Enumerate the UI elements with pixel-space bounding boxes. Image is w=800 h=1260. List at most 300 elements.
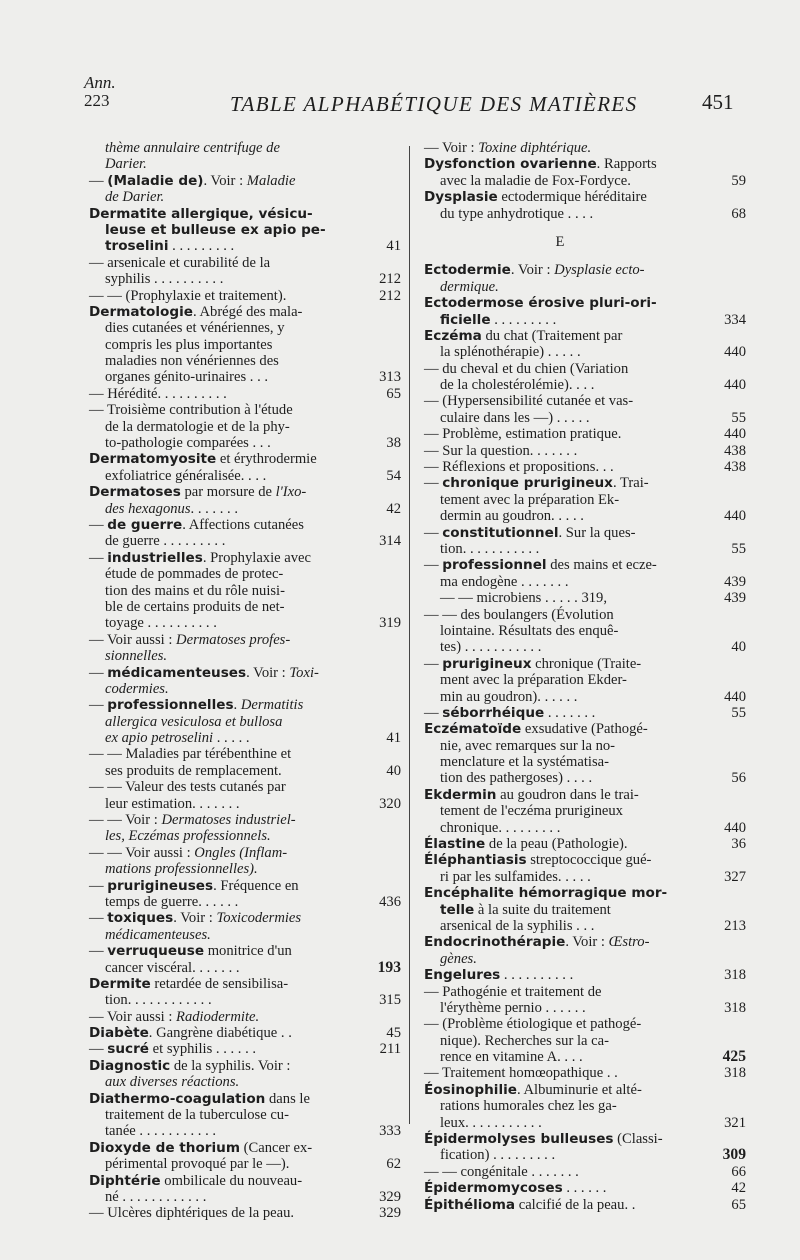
index-entry-line — [89, 992, 401, 1009]
index-entry-line — [424, 590, 746, 607]
entry-text: — (Maladie de). Voir : Maladie — [89, 172, 296, 189]
entry-text: — professionnelles. Dermatitis — [89, 697, 304, 714]
running-title: TABLE ALPHABÉTIQUE DES MATIÈRES — [230, 92, 638, 116]
index-entry-line — [89, 1009, 361, 1025]
entry-text: — prurigineux chronique (Traite- — [424, 655, 642, 672]
page-reference: 40 — [731, 639, 746, 656]
column-divider — [409, 146, 410, 1124]
entry-text: du type anhydrotique . . . . — [440, 205, 594, 222]
index-entry-line — [89, 697, 361, 713]
entry-text: compris les plus importantes — [105, 336, 273, 353]
entry-text: leur estimation. . . . . . . — [105, 795, 240, 812]
index-entry-line — [89, 730, 401, 747]
index-entry-line — [424, 475, 696, 491]
entry-text: Épidermolyses bulleuses (Classi- — [424, 1131, 663, 1148]
index-entry-line — [89, 255, 361, 271]
page-reference: 318 — [724, 967, 746, 984]
index-entry-line — [89, 238, 401, 255]
index-entry-line — [424, 688, 746, 705]
page-reference: 41 — [386, 238, 401, 255]
index-entry-line — [424, 172, 746, 189]
entry-text: to-pathologie comparées . . . — [105, 435, 271, 452]
entry-text: Dysfonction ovarienne. Rapports — [424, 156, 657, 173]
index-entry-line — [424, 1163, 746, 1180]
entry-text: ses produits de remplacement. — [105, 762, 282, 779]
volume-number: 223 — [84, 91, 110, 110]
entry-text: — prurigineuses. Fréquence en — [89, 877, 299, 894]
page-reference: 211 — [379, 1041, 401, 1058]
index-entry-line — [89, 484, 361, 500]
entry-text: tion. . . . . . . . . . . . — [105, 992, 212, 1009]
page-reference: 68 — [731, 205, 746, 222]
entry-text: syphilis . . . . . . . . . . — [105, 271, 224, 288]
entry-text: mations professionnelles). — [105, 861, 258, 878]
entry-text: — — Valeur des tests cutanés par — [89, 779, 286, 796]
entry-text: Ekdermin au goudron dans le trai- — [424, 786, 639, 803]
entry-text: exfoliatrice généralisée. . . . — [105, 467, 267, 484]
index-entry-line — [424, 917, 746, 934]
index-entry-line — [424, 1114, 746, 1131]
index-entry-line — [89, 632, 361, 648]
index-entry-line — [424, 704, 746, 721]
index-entry-line — [424, 1033, 696, 1049]
index-entry-line — [89, 320, 361, 336]
entry-text: — Traitement homœopathique . . — [424, 1065, 618, 1082]
entry-text: — — Maladies par térébenthine et — [89, 746, 292, 763]
page-reference: 329 — [379, 1189, 401, 1205]
entry-text: allergica vesiculosa et bullosa — [105, 713, 283, 730]
index-entry-line — [89, 402, 361, 418]
entry-text: Dermatomyosite et érythrodermie — [89, 451, 317, 468]
entry-text: gènes. — [440, 950, 477, 967]
page-reference: 212 — [379, 271, 401, 288]
entry-text: Diabète. Gangrène diabétique . . — [89, 1025, 292, 1042]
index-entry-line — [89, 1173, 361, 1189]
entry-text: leuse et bulleuse ex apio pe- — [105, 221, 326, 238]
page-reference: 440 — [724, 819, 746, 836]
entry-text: — Sur la question. . . . . . . — [424, 442, 578, 459]
index-entry-line — [424, 868, 746, 885]
entry-text: troselini . . . . . . . . . — [105, 238, 235, 255]
index-entry-line — [89, 517, 361, 533]
index-entry-line — [89, 762, 401, 779]
entry-text: — constitutionnel. Sur la ques- — [424, 524, 636, 541]
page-reference: 65 — [731, 1196, 746, 1213]
page-reference: 329 — [379, 1205, 401, 1222]
page-reference: 54 — [386, 467, 401, 484]
entry-text: — professionnel des mains et ecze- — [424, 557, 657, 574]
page-reference: 40 — [386, 762, 401, 779]
entry-text: ment avec la préparation Ekder- — [440, 672, 627, 689]
page-reference: 55 — [731, 704, 746, 721]
entry-text: culaire dans les —) . . . . . — [440, 409, 590, 426]
index-entry-line — [424, 205, 746, 222]
index-entry-line — [424, 279, 696, 295]
entry-text: — sucré et syphilis . . . . . . — [89, 1041, 257, 1058]
entry-text: — chronique prurigineux. Trai- — [424, 475, 649, 492]
entry-text: — Réflexions et propositions. . . — [424, 459, 614, 476]
index-entry-line — [424, 1082, 696, 1098]
index-entry-line — [424, 459, 746, 476]
index-entry-line — [89, 714, 361, 730]
page-reference: 66 — [731, 1163, 746, 1180]
index-entry-line — [424, 311, 746, 328]
page-reference: 319 — [379, 615, 401, 632]
entry-text: E — [555, 233, 565, 250]
entry-text: rations humorales chez les ga- — [440, 1098, 617, 1115]
entry-text: de la dermatologie et de la phy- — [105, 418, 290, 435]
index-entry-line — [89, 271, 401, 288]
index-entry-line — [424, 426, 746, 443]
entry-text: tion. . . . . . . . . . . — [440, 540, 540, 557]
entry-text: tion des mains et du rôle nuisi- — [105, 582, 285, 599]
entry-text: chronique. . . . . . . . . — [440, 819, 561, 836]
entry-text: — Troisième contribution à l'étude — [89, 402, 293, 419]
page-reference: 38 — [386, 435, 401, 452]
index-entry-line — [424, 525, 696, 541]
index-entry-line — [424, 852, 696, 868]
index-entry-line — [424, 140, 696, 156]
page-reference: 436 — [379, 893, 401, 910]
index-entry-line — [89, 467, 401, 484]
entry-text: — séborrhéique . . . . . . . — [424, 704, 596, 721]
index-entry-line — [424, 328, 696, 344]
page-reference: 313 — [379, 369, 401, 386]
index-entry-line — [424, 803, 696, 819]
page-reference: 314 — [379, 533, 401, 550]
index-entry-line — [424, 656, 696, 672]
index-entry-line — [424, 770, 746, 787]
entry-text: l'érythème pernio . . . . . . — [440, 999, 586, 1016]
index-entry-line — [89, 1058, 361, 1074]
index-entry-line — [89, 222, 361, 238]
index-entry-line — [424, 492, 696, 508]
index-entry-line — [89, 599, 361, 615]
entry-text: Darier. — [105, 156, 147, 173]
entry-text: fication) . . . . . . . . . — [440, 1147, 556, 1164]
index-entry-line — [424, 607, 696, 623]
index-entry-line — [424, 377, 746, 394]
entry-text: sionnelles. — [105, 648, 168, 665]
entry-text: Éléphantiasis streptococcique gué- — [424, 852, 652, 869]
page-reference: 440 — [724, 344, 746, 361]
index-entry-line — [89, 140, 361, 156]
entry-text: Éosinophilie. Albuminurie et alté- — [424, 1081, 642, 1098]
entry-text: Diphtérie ombilicale du nouveau- — [89, 1172, 303, 1189]
index-entry-line — [424, 1131, 696, 1147]
index-entry-line — [89, 206, 361, 222]
index-entry-line — [89, 878, 361, 894]
index-entry-line — [424, 1065, 746, 1082]
page-reference: 56 — [731, 770, 746, 787]
page-reference: 440 — [724, 508, 746, 525]
entry-text: ma endogène . . . . . . . — [440, 573, 569, 590]
entry-text: — — (Prophylaxie et traitement). — [89, 287, 287, 304]
index-entry-line — [89, 927, 361, 943]
index-entry-line — [89, 1025, 401, 1042]
page-reference: 42 — [731, 1180, 746, 1197]
page-reference: 440 — [724, 377, 746, 394]
index-entry-line — [424, 836, 746, 853]
page-reference: 438 — [724, 459, 746, 476]
entry-text: la splénothérapie) . . . . . — [440, 344, 581, 361]
entry-text: Engelures . . . . . . . . . . — [424, 967, 574, 984]
index-entry-line — [89, 861, 361, 877]
index-entry-line — [89, 1107, 361, 1123]
page-reference: 438 — [724, 442, 746, 459]
entry-text: min au goudron). . . . . . — [440, 688, 578, 705]
index-entry-line — [89, 893, 401, 910]
entry-text: — verruqueuse monitrice d'un — [89, 943, 292, 960]
entry-text: tion des pathergoses) . . . . — [440, 770, 593, 787]
entry-text: — de guerre. Affections cutanées — [89, 516, 304, 533]
index-entry-line — [424, 557, 696, 573]
page-reference: 309 — [722, 1146, 746, 1164]
entry-text: de Darier. — [105, 189, 165, 206]
index-entry-line — [89, 304, 361, 320]
index-entry-line — [89, 435, 401, 452]
index-entry-line — [424, 721, 696, 737]
page-reference: 212 — [379, 287, 401, 304]
entry-text: ex apio petroselini . . . . . — [105, 730, 250, 747]
entry-text: Eczéma du chat (Traitement par — [424, 327, 623, 344]
entry-text: — Voir aussi : Radiodermite. — [89, 1008, 260, 1025]
index-entry-line — [424, 295, 696, 311]
entry-text: ble de certains produits de net- — [105, 598, 285, 615]
entry-text: dermique. — [440, 278, 499, 295]
entry-text: — industrielles. Prophylaxie avec — [89, 549, 312, 566]
page-reference: 42 — [386, 500, 401, 517]
entry-text: — Pathogénie et traitement de — [424, 983, 602, 1000]
index-entry-line — [89, 681, 361, 697]
page-reference: 315 — [379, 992, 401, 1009]
entry-text: Dysplasie ectodermique héréditaire — [424, 189, 647, 206]
index-entry-line — [424, 156, 696, 172]
index-entry-line — [89, 500, 401, 517]
entry-text: maladies non vénériennes des — [105, 353, 279, 370]
page-reference: 334 — [724, 311, 746, 328]
entry-text: telle à la suite du traitement — [440, 901, 611, 918]
entry-text: dies cutanées et vénériennes, y — [105, 320, 285, 337]
index-entry-line — [89, 1156, 401, 1173]
page-reference: 36 — [731, 836, 746, 853]
spacer — [424, 250, 696, 262]
entry-text: — Ulcères diphtériques de la peau. — [89, 1205, 295, 1222]
index-entry-line — [424, 442, 746, 459]
page-reference: 440 — [724, 688, 746, 705]
index-entry-line — [424, 393, 696, 409]
page-reference: 59 — [731, 172, 746, 189]
index-column-right — [424, 140, 746, 1213]
index-entry-line — [424, 951, 696, 967]
entry-text: menclature et la systématisa- — [440, 754, 609, 771]
entry-text: — toxiques. Voir : Toxicodermies — [89, 910, 302, 927]
entry-text: organes génito-urinaires . . . — [105, 369, 269, 386]
entry-text: — — Voir : Dermatoses industriel- — [89, 812, 296, 829]
entry-text: ri par les sulfamides. . . . . — [440, 868, 591, 885]
index-entry-line — [89, 287, 401, 304]
entry-text: dermin au goudron. . . . . — [440, 508, 584, 525]
entry-text: cancer viscéral. . . . . . . — [105, 959, 240, 976]
index-entry-line — [89, 156, 361, 172]
index-entry-line — [424, 1016, 696, 1032]
page-header — [0, 0, 800, 120]
entry-text: périmental provoqué par le —). — [105, 1156, 290, 1173]
index-entry-line — [424, 262, 696, 278]
index-entry-line — [89, 583, 361, 599]
index-entry-line — [89, 615, 401, 632]
entry-text: — (Hypersensibilité cutanée et vas- — [424, 393, 634, 410]
page-reference: 65 — [386, 385, 401, 402]
index-entry-line — [424, 819, 746, 836]
entry-text: — du cheval et du chien (Variation — [424, 360, 629, 377]
page-reference: 425 — [722, 1048, 746, 1066]
entry-text: Endocrinothérapie. Voir : Œstro- — [424, 934, 650, 951]
page-reference: 55 — [731, 540, 746, 557]
page-reference: 55 — [731, 409, 746, 426]
page-reference: 439 — [724, 573, 746, 590]
index-entry-line — [89, 1205, 401, 1222]
entry-text: Encéphalite hémorragique mor- — [424, 885, 668, 902]
index-entry-line — [424, 1196, 746, 1213]
page-reference: 318 — [724, 999, 746, 1016]
entry-text: nie, avec remarques sur la no- — [440, 737, 616, 754]
page-reference: 320 — [379, 795, 401, 812]
page-reference: 439 — [724, 590, 746, 607]
index-entry-line — [424, 344, 746, 361]
page-reference: 318 — [724, 1065, 746, 1082]
entry-text: Ectodermie. Voir : Dysplasie ecto- — [424, 262, 645, 279]
index-entry-line — [89, 1074, 361, 1090]
index-entry-line — [89, 1123, 401, 1140]
page-reference: 327 — [724, 868, 746, 885]
entry-text: Épidermomycoses . . . . . . — [424, 1180, 607, 1197]
index-entry-line — [424, 1098, 696, 1114]
index-entry-line — [89, 648, 361, 664]
index-entry-line — [89, 665, 361, 681]
index-entry-line — [424, 639, 746, 656]
entry-text: Eczématoïde exsudative (Pathogé- — [424, 721, 648, 738]
index-entry-line — [424, 967, 746, 984]
entry-text: temps de guerre. . . . . . — [105, 893, 239, 910]
index-entry-line — [424, 902, 696, 918]
index-entry-line — [89, 419, 361, 435]
entry-text: Dioxyde de thorium (Cancer ex- — [89, 1139, 313, 1156]
index-entry-line — [424, 984, 696, 1000]
section-letter — [424, 234, 696, 250]
entry-text: — Voir : Toxine diphtérique. — [424, 140, 592, 156]
index-entry-line — [424, 623, 696, 639]
index-entry-line — [89, 566, 361, 582]
entry-text: les, Eczémas professionnels. — [105, 828, 271, 845]
index-entry-line — [424, 1048, 746, 1066]
entry-text: Épithélioma calcifié de la peau. . — [424, 1196, 636, 1213]
entry-text: — — microbiens . . . . . 319, — [440, 590, 608, 607]
index-entry-line — [424, 361, 696, 377]
entry-text: Dermatologie. Abrégé des mala- — [89, 303, 303, 320]
page-number: 451 — [702, 90, 734, 114]
index-entry-line — [89, 976, 361, 992]
index-entry-line — [424, 738, 696, 754]
index-entry-line — [89, 779, 361, 795]
index-entry-line — [424, 573, 746, 590]
index-entry-line — [424, 999, 746, 1016]
entry-text: tement de l'eczéma prurigineux — [440, 803, 623, 820]
entry-text: — Voir aussi : Dermatoses profes- — [89, 631, 291, 648]
index-entry-line — [424, 409, 746, 426]
index-entry-line — [89, 353, 361, 369]
journal-abbreviation — [84, 74, 116, 110]
index-entry-line — [424, 672, 696, 688]
index-entry-line — [89, 828, 361, 844]
entry-text: Ectodermose érosive pluri-ori- — [424, 295, 657, 312]
entry-text: de la cholestérolémie). . . . — [440, 377, 595, 394]
page-reference: 321 — [724, 1114, 746, 1131]
index-entry-line — [424, 1146, 746, 1164]
entry-text: médicamenteuses. — [105, 926, 211, 943]
entry-text: lointaine. Résultats des enquê- — [440, 622, 619, 639]
index-entry-line — [89, 1189, 401, 1205]
entry-text: Dermatoses par morsure de l'Ixo- — [89, 484, 307, 501]
index-entry-line — [89, 910, 361, 926]
entry-text: tes) . . . . . . . . . . . — [440, 639, 542, 656]
index-entry-line — [424, 754, 696, 770]
index-entry-line — [89, 943, 361, 959]
entry-text: aux diverses réactions. — [105, 1074, 240, 1091]
entry-text: — — des boulangers (Évolution — [424, 606, 614, 623]
entry-text: tement avec la préparation Ek- — [440, 491, 620, 508]
entry-text: Diagnostic de la syphilis. Voir : — [89, 1057, 291, 1074]
index-entry-line — [89, 795, 401, 812]
entry-text: traitement de la tuberculose cu- — [105, 1107, 289, 1124]
entry-text: — (Problème étiologique et pathogé- — [424, 1016, 642, 1033]
index-entry-line — [89, 1091, 361, 1107]
index-entry-line — [424, 934, 696, 950]
entry-text: toyage . . . . . . . . . . — [105, 615, 217, 632]
page-reference: 45 — [386, 1025, 401, 1042]
index-column-left — [89, 140, 401, 1222]
index-entry-line — [89, 1041, 401, 1058]
entry-text: codermies. — [105, 680, 169, 697]
entry-text: Dermite retardée de sensibilisa- — [89, 975, 289, 992]
entry-text: — — congénitale . . . . . . . — [424, 1163, 579, 1180]
entry-text: thème annulaire centrifuge de — [105, 140, 280, 156]
entry-text: nique). Recherches sur la ca- — [440, 1032, 609, 1049]
entry-text: ficielle . . . . . . . . . — [440, 311, 557, 328]
entry-text: Diathermo-coagulation dans le — [89, 1090, 310, 1107]
entry-text: de guerre . . . . . . . . . — [105, 533, 226, 550]
page-reference: 193 — [377, 958, 401, 976]
page-reference: 333 — [379, 1123, 401, 1140]
index-entry-line — [424, 508, 746, 525]
entry-text: étude de pommades de protec- — [105, 566, 284, 583]
index-entry-line — [89, 550, 361, 566]
index-entry-line — [424, 787, 696, 803]
index-entry-line — [89, 337, 361, 353]
entry-text: Dermatite allergique, vésicu- — [89, 205, 313, 222]
entry-text: — Problème, estimation pratique. — [424, 426, 622, 443]
page-reference: 62 — [386, 1156, 401, 1173]
index-entry-line — [89, 533, 401, 550]
entry-text: arsenical de la syphilis . . . — [440, 917, 595, 934]
spacer — [424, 222, 696, 234]
index-entry-line — [89, 812, 361, 828]
entry-text: — Hérédité. . . . . . . . . . — [89, 385, 227, 402]
page-reference: 213 — [724, 917, 746, 934]
index-entry-line — [424, 189, 696, 205]
entry-text: tanée . . . . . . . . . . . — [105, 1123, 217, 1140]
entry-text: — arsenicale et curabilité de la — [89, 254, 271, 271]
